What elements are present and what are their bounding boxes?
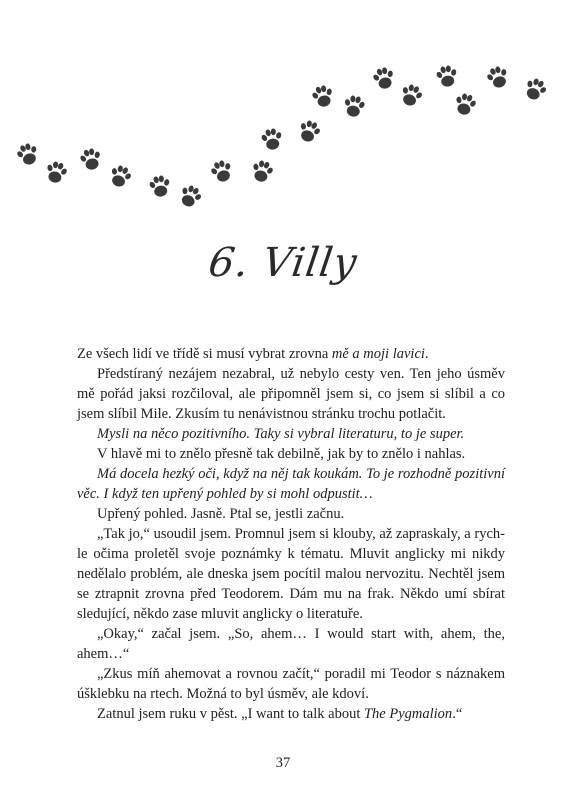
paw-print-icon: [521, 75, 550, 103]
paragraph: [77, 664, 505, 704]
paw-prints-decoration: [0, 0, 566, 230]
paw-print-icon: [452, 91, 479, 117]
paw-print-icon: [249, 158, 276, 184]
text-run: „Zkus míň ahemovat a rovnou začít,“ poradil mi Teodor s náznakem úšklebku na rtech. Možná to byl úsměv, ale kdoví.: [77, 666, 505, 702]
text-run: V hlavě mi to znělo přesně tak debilně, jak by to znělo i nahlas.: [97, 446, 466, 462]
paragraph: [77, 624, 505, 664]
italic-text: The Pygmalion: [363, 706, 453, 722]
paragraph: [77, 424, 505, 444]
paw-print-icon: [371, 65, 398, 91]
paw-print-icon: [43, 159, 70, 185]
text-run: .“: [452, 706, 463, 722]
paragraph: [77, 704, 505, 724]
paragraph: [77, 444, 505, 464]
paw-print-icon: [342, 94, 367, 119]
text-run: Zatnul jsem ruku v pěst. „I want to talk about: [97, 706, 364, 722]
paw-print-icon: [78, 146, 105, 172]
paragraph: [77, 344, 505, 364]
paw-print-icon: [434, 64, 459, 89]
text-run: Předstíraný nezájem nezabral, už nebylo cesty ven. Ten jeho úsměv mě pořád jaksi rozčiloval, ale připomněl jsem si, co jsem si slíbil a co jsem slíbil Mile. Zkusím tu nenávistnou stránku trochu potlačit.: [77, 366, 505, 422]
italic-text: mě a moji lavici: [331, 346, 425, 362]
paw-print-icon: [147, 174, 172, 199]
paw-print-icon: [296, 118, 324, 145]
text-run: „Tak jo,“ usoudil jsem. Promnul jsem si klouby, až zapraskaly, a rychle očima proletěl svoje poznámky k tématu. Mluvit anglicky mi nikdy nedělalo problém, ale dneska jsem pocítil malou nervozitu. Nechtěl jsem se ztrapnit zrovna před Teodorem. Dám mu na frak. Někdo umí sbírat sledující, někdo zase mluvit anglicky o literatuře.: [77, 526, 505, 622]
text-run: Upřený pohled. Jasně. Ptal se, jestli začnu.: [97, 506, 345, 522]
paw-print-icon: [398, 82, 426, 109]
italic-text: Mysli na něco pozitivního. Taky si vybral literaturu, to je super.: [97, 426, 465, 442]
text-run: Ze všech lidí ve třídě si musí vybrat zrovna: [77, 346, 332, 362]
chapter-title: 6. Villy: [205, 240, 361, 286]
paragraph: [77, 364, 505, 424]
paragraph: [77, 524, 505, 624]
paw-print-icon: [259, 127, 284, 152]
paw-print-icon: [310, 83, 337, 109]
chapter-body: [77, 344, 505, 724]
paw-print-icon: [176, 182, 205, 210]
italic-text: Má docela hezký oči, když na něj tak koukám. To je rozhodně pozitivní věc. I když ten upřený pohled by si mohl odpustit…: [77, 466, 505, 502]
text-run: „Okay,“ začal jsem. „So, ahem… I would start with, ahem, the, ahem…“: [77, 626, 505, 662]
paw-print-icon: [14, 140, 42, 167]
text-run: .: [424, 346, 429, 362]
paw-print-icon: [107, 163, 135, 190]
paragraph: [77, 464, 505, 504]
paw-print-icon: [484, 63, 512, 90]
paragraph: [77, 504, 505, 524]
page-number: 37: [275, 755, 291, 771]
paw-print-icon: [208, 157, 236, 184]
